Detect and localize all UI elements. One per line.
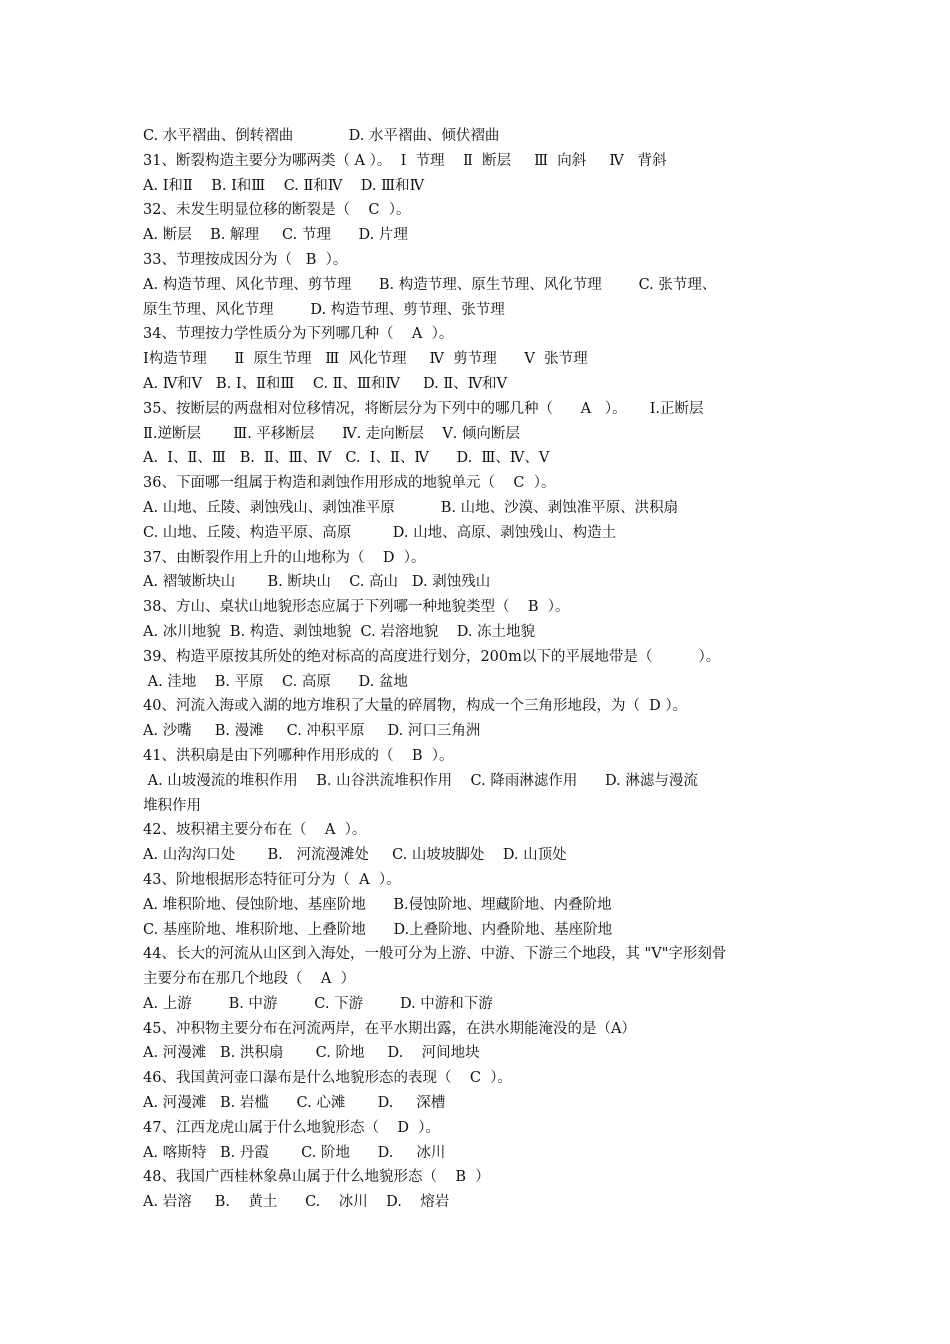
question-46: 46、我国黄河壶口瀑布是什么地貌形态的表现（ C ）。	[143, 1070, 512, 1087]
answer-options: A. 堆积阶地、侵蚀阶地、基座阶地 B.侵蚀阶地、埋藏阶地、内叠阶地	[143, 896, 612, 913]
answer-options: A. Ⅰ和Ⅱ B. Ⅰ和Ⅲ C. Ⅱ和Ⅳ D. Ⅲ和Ⅳ	[143, 177, 425, 194]
question-31: 31、断裂构造主要分为哪两类（ A ）。 Ⅰ 节理 Ⅱ 断层 Ⅲ 向斜 Ⅳ 背斜	[143, 152, 667, 169]
answer-options: A. 河漫滩 B. 岩槛 C. 心滩 D. 深槽	[143, 1095, 446, 1112]
question-34: 34、节理按力学性质分为下列哪几种（ A ）。	[143, 326, 454, 343]
answer-options: A. 冰川地貌 B. 构造、剥蚀地貌 C. 岩溶地貌 D. 冻土地貌	[143, 623, 536, 640]
text-line: 主要分布在那几个地段（ A ）	[143, 971, 356, 988]
answer-options: C. 基座阶地、堆积阶地、上叠阶地 D.上叠阶地、内叠阶地、基座阶地	[143, 921, 613, 938]
answer-options: 原生节理、风化节理 D. 构造节理、剪节理、张节理	[143, 301, 505, 318]
question-list	[143, 124, 823, 1215]
answer-options: A. 上游 B. 中游 C. 下游 D. 中游和下游	[143, 995, 493, 1012]
answer-options: A. 洼地 B. 平原 C. 高原 D. 盆地	[143, 673, 408, 690]
answer-options: A. 山沟沟口处 B. 河流漫滩处 C. 山坡坡脚处 D. 山顶处	[143, 847, 567, 864]
question-42: 42、坡积裙主要分布在（ A ）。	[143, 822, 367, 839]
answer-options: A. 构造节理、风化节理、剪节理 B. 构造节理、原生节理、风化节理 C. 张节理、	[143, 276, 717, 293]
answer-options: A. 河漫滩 B. 洪积扇 C. 阶地 D. 河间地块	[143, 1045, 480, 1062]
answer-options: A. 喀斯特 B. 丹霞 C. 阶地 D. 冰川	[143, 1144, 446, 1161]
question-33: 33、节理按成因分为（ B ）。	[143, 251, 348, 268]
answer-options: A. 沙嘴 B. 漫滩 C. 冲积平原 D. 河口三角洲	[143, 723, 481, 740]
answer-options: A. Ⅳ和Ⅴ B. Ⅰ、Ⅱ和Ⅲ C. Ⅱ、Ⅲ和Ⅳ D. Ⅱ、Ⅳ和Ⅴ	[143, 375, 508, 392]
question-44: 44、长大的河流从山区到入海处，一般可分为上游、中游、下游三个地段，其 "V"字形刻骨	[143, 946, 727, 963]
question-37: 37、由断裂作用上升的山地称为（ D ）。	[143, 549, 426, 566]
answer-options: 堆积作用	[143, 797, 201, 814]
question-38: 38、方山、桌状山地貌形态应属于下列哪一种地貌类型（ B ）。	[143, 599, 570, 616]
answer-options: C. 山地、丘陵、构造平原、高原 D. 山地、高原、剥蚀残山、构造土	[143, 524, 617, 541]
text-line: Ⅰ构造节理 Ⅱ 原生节理 Ⅲ 风化节理 Ⅳ 剪节理 Ⅴ 张节理	[143, 351, 588, 368]
answer-options: A. Ⅰ、Ⅱ、Ⅲ B. Ⅱ、Ⅲ、Ⅳ C. Ⅰ、Ⅱ、Ⅳ D. Ⅲ、Ⅳ、Ⅴ	[143, 450, 550, 467]
answer-options: A. 断层 B. 解理 C. 节理 D. 片理	[143, 227, 408, 244]
question-35: 35、按断层的两盘相对位移情况，将断层分为下列中的哪几种（ A ）。 Ⅰ.正断层	[143, 400, 704, 417]
question-41: 41、洪积扇是由下列哪种作用形成的（ B ）。	[143, 747, 454, 764]
text-line: C. 水平褶曲、倒转褶曲 D. 水平褶曲、倾伏褶曲	[143, 128, 500, 144]
answer-options: A. 山地、丘陵、剥蚀残山、剥蚀准平原 B. 山地、沙漠、剥蚀准平原、洪积扇	[143, 499, 679, 516]
question-45: 45、冲积物主要分布在河流两岸，在平水期出露，在洪水期能淹没的是（A）	[143, 1020, 636, 1037]
text-line: Ⅱ.逆断层 Ⅲ. 平移断层 Ⅳ. 走向断层 Ⅴ. 倾向断层	[143, 425, 520, 442]
question-40: 40、河流入海或入湖的地方堆积了大量的碎屑物，构成一个三角形地段，为（ D ）。	[143, 698, 688, 715]
question-43: 43、阶地根据形态特征可分为（ A ）。	[143, 871, 401, 888]
answer-options: A. 褶皱断块山 B. 断块山 C. 高山 D. 剥蚀残山	[143, 574, 491, 591]
question-32: 32、未发生明显位移的断裂是（ C ）。	[143, 202, 411, 219]
question-36: 36、下面哪一组属于构造和剥蚀作用形成的地貌单元（ C ）。	[143, 475, 556, 492]
question-39: 39、构造平原按其所处的绝对标高的高度进行划分，200m以下的平展地带是（ ）。	[143, 648, 721, 665]
answer-options: A. 山坡漫流的堆积作用 B. 山谷洪流堆积作用 C. 降雨淋滤作用 D. 淋滤与漫流	[143, 772, 698, 789]
question-48: 48、我国广西桂林象鼻山属于什么地貌形态（ B ）	[143, 1169, 490, 1186]
answer-options: A. 岩溶 B. 黄土 C. 冰川 D. 熔岩	[143, 1194, 450, 1211]
question-47: 47、江西龙虎山属于什么地貌形态（ D ）。	[143, 1119, 440, 1136]
